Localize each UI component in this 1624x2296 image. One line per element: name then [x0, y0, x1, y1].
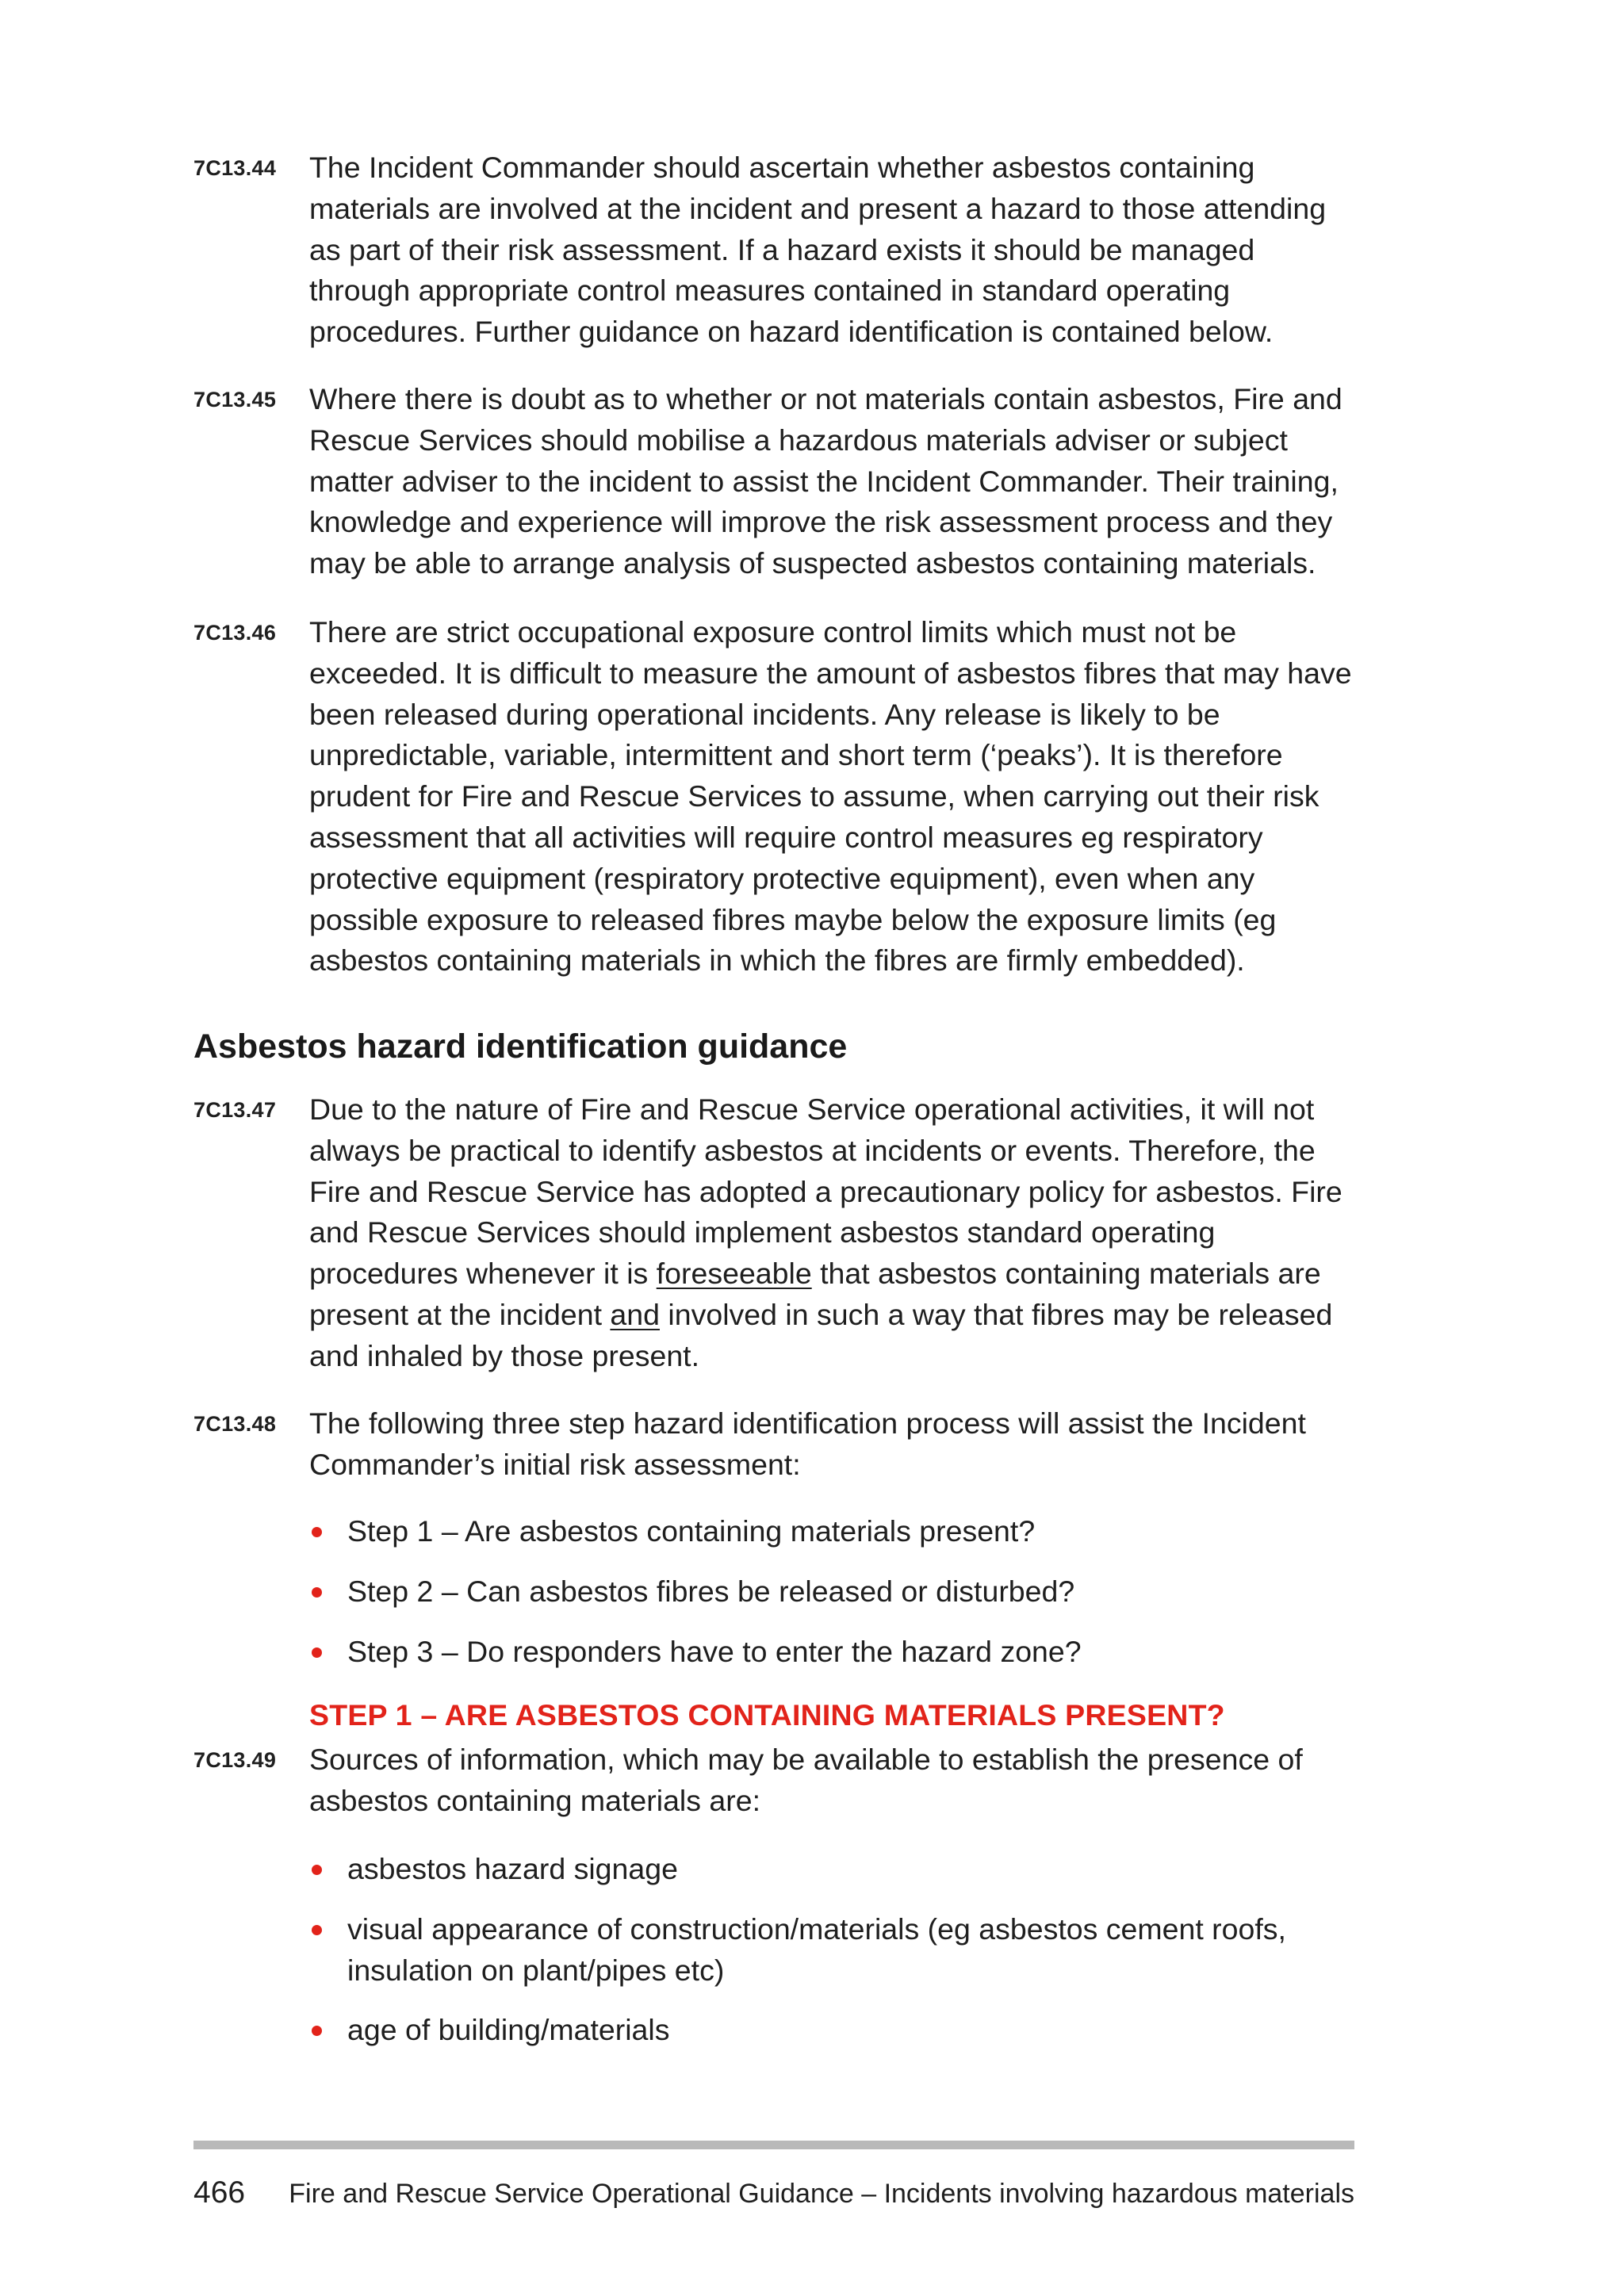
paragraph-7c13-44 [193, 147, 1359, 353]
paragraph-text: Sources of information, which may be available to establish the presence of asbestos containing materials are: [309, 1743, 1303, 1817]
paragraph-text-part: involved in such a way that fibres may be released and inhaled by those present. [309, 1297, 1333, 1372]
list-item-text: visual appearance of construction/materials (eg asbestos cement roofs, insulation on plant/pipes etc) [347, 1911, 1286, 1987]
paragraph-7c13-47 [193, 1089, 1359, 1377]
list-item [309, 1909, 1364, 1992]
paragraph-7c13-49 [193, 1739, 1359, 1822]
bullet-icon [312, 1527, 322, 1537]
paragraph-text [309, 1089, 1359, 1377]
list-item-text: Step 1 – Are asbestos containing materials present? [347, 1514, 1036, 1548]
list-item [309, 1632, 1364, 1673]
paragraph-7c13-45 [193, 379, 1359, 584]
steps-list [309, 1511, 1364, 1691]
paragraph-text: The following three step hazard identification process will assist the Incident Commander’s initial risk assessment: [309, 1406, 1306, 1481]
bullet-icon [312, 1647, 322, 1658]
paragraph-7c13-48 [193, 1403, 1359, 1486]
paragraph-text: Where there is doubt as to whether or not materials contain asbestos, Fire and Rescue Services should mobilise a hazardous materials adviser or subject matter adviser to the incident to assist the Incident Commander. Their training, knowledge and experience will improve the risk assessment process and they may be able to arrange analysis of suspected asbestos containing materials. [309, 382, 1342, 580]
bullet-icon [312, 1865, 322, 1875]
step1-heading: STEP 1 – ARE ASBESTOS CONTAINING MATERIALS PRESENT? [309, 1698, 1225, 1732]
list-item-text: asbestos hazard signage [347, 1852, 678, 1885]
underlined-word-and: and [610, 1297, 660, 1331]
footer-title: Fire and Rescue Service Operational Guidance – Incidents involving hazardous materials [289, 2179, 1354, 2209]
section-heading: Asbestos hazard identification guidance [193, 1027, 848, 1066]
underlined-word-foreseeable: foreseeable [656, 1257, 812, 1291]
paragraph-number: 7C13.47 [193, 1098, 277, 1122]
paragraph-text: There are strict occupational exposure control limits which must not be exceeded. It is difficult to measure the amount of asbestos fibres that may have been released during operational incidents. Any release is likely to be unpredictable, variable, intermittent and short term (‘peaks’). It is therefore prudent for Fire and Rescue Services to assume, when carrying out their risk assessment that all activities will require control measures eg respiratory protective equipment (respiratory protective equipment), even when any possible exposure to released fibres maybe below the exposure limits (eg asbestos containing materials in which the fibres are firmly embedded). [309, 615, 1352, 978]
paragraph-number: 7C13.46 [193, 621, 277, 645]
paragraph-7c13-46 [193, 612, 1359, 982]
paragraph-number: 7C13.48 [193, 1412, 277, 1436]
bullet-icon [312, 1587, 322, 1598]
paragraph-number: 7C13.44 [193, 156, 277, 180]
page-number: 466 [193, 2175, 246, 2210]
paragraph-text-part: that asbestos containing materials are present at the incident [309, 1257, 1321, 1331]
paragraph-number: 7C13.45 [193, 388, 277, 411]
footer-divider [193, 2141, 1354, 2149]
list-item-text: Step 3 – Do responders have to enter the hazard zone? [347, 1634, 1082, 1668]
paragraph-text: The Incident Commander should ascertain whether asbestos containing materials are involved at the incident and present a hazard to those attending as part of their risk assessment. If a hazard exists it should be managed through appropriate control measures contained in standard operating procedures. Further guidance on hazard identification is contained below. [309, 151, 1327, 349]
sources-list [309, 1849, 1364, 2070]
list-item [309, 1511, 1364, 1552]
list-item-text: Step 2 – Can asbestos fibres be released or disturbed? [347, 1574, 1075, 1608]
paragraph-text-part: Due to the nature of Fire and Rescue Service operational activities, it will not always be practical to identify asbestos at incidents or events. Therefore, the Fire and Rescue Service has adopted a precautionary policy for asbestos. Fire and Rescue Services should implement asbestos standard operating procedures whenever it is [309, 1093, 1342, 1291]
list-item-text: age of building/materials [347, 2013, 670, 2047]
bullet-icon [312, 1925, 322, 1935]
list-item [309, 1571, 1364, 1613]
list-item [309, 2010, 1364, 2051]
bullet-icon [312, 2026, 322, 2036]
paragraph-number: 7C13.49 [193, 1748, 277, 1772]
list-item [309, 1849, 1364, 1890]
